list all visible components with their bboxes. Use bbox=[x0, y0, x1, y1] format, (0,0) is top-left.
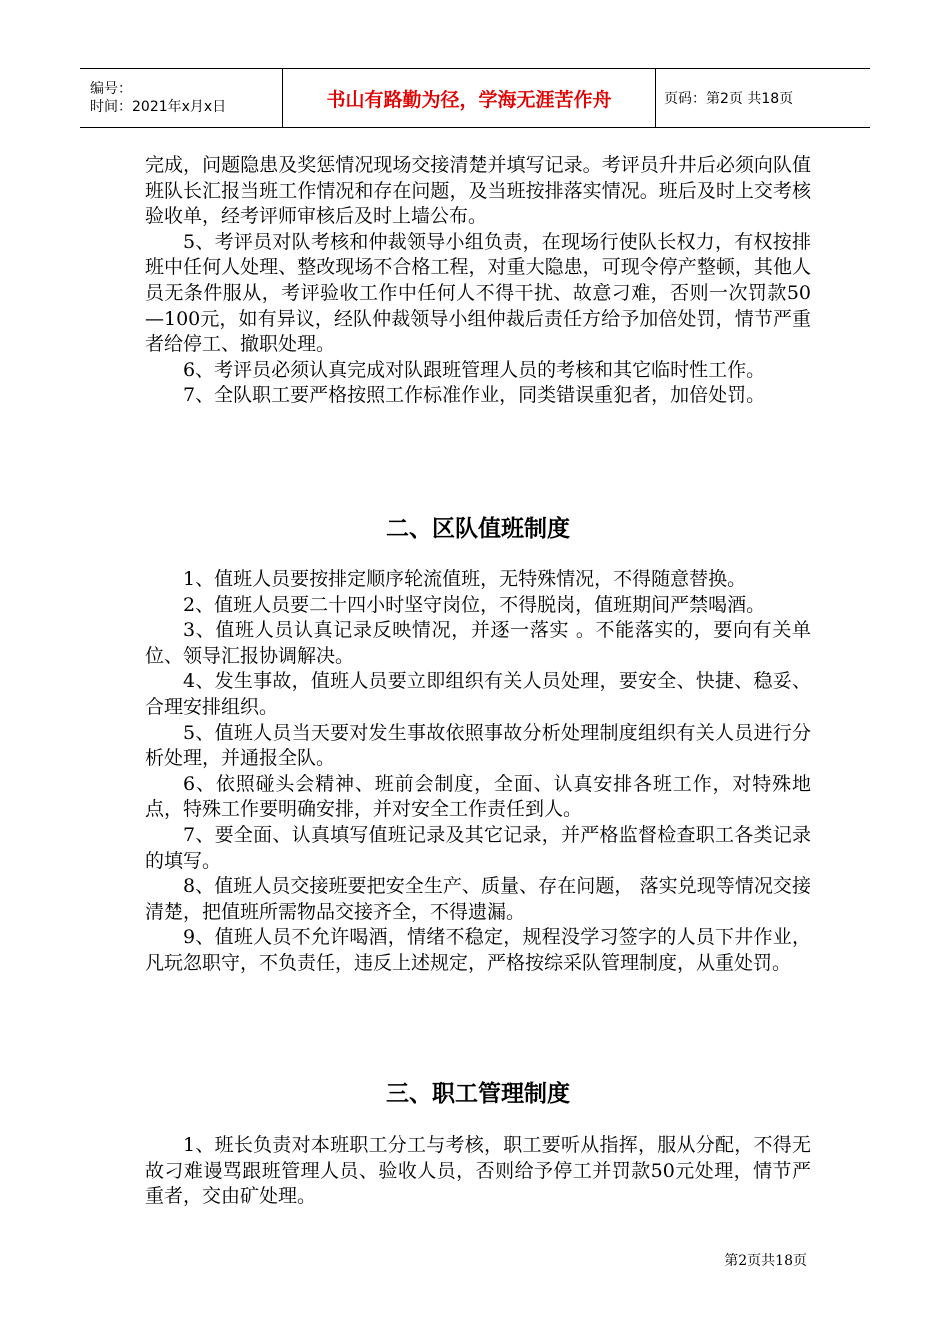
paragraph: 完成，问题隐患及奖惩情况现场交接清楚并填写记录。考评员升井后必须向队值班队长汇报当班工作情况和存在问题，及当班按排落实情况。班后及时上交考核验收单，经考评师审核后及时上墙公布。 bbox=[145, 154, 811, 228]
header-left-cell bbox=[80, 69, 282, 127]
section3-title: 三、职工管理制度 bbox=[386, 1081, 570, 1107]
paragraph: 3、值班人员认真记录反映情况，并逐一落实 。不能落实的，要向有关单位、领导汇报协调解决。 bbox=[145, 619, 811, 667]
section3-body bbox=[145, 1133, 811, 1210]
paragraph: 5、值班人员当天要对发生事故依照事故分析处理制度组织有关人员进行分析处理，并通报全队。 bbox=[145, 721, 811, 770]
paragraph: 6、考评员必须认真完成对队跟班管理人员的考核和其它临时性工作。 bbox=[183, 358, 766, 381]
section2-body bbox=[145, 567, 811, 977]
paragraph: 5、考评员对队考核和仲裁领导小组负责，在现场行使队长权力，有权按排班中任何人处理、整改现场不合格工程，对重大隐患，可现令停产整顿，其他人员无条件服从，考评验收工作中任何人不得干扰、故意刁难，否则一次罚款50—100元，如有异议，经队仲裁领导小组仲裁后责任方给予加倍处罚，情节严重者给停工、撤职处理。 bbox=[145, 230, 811, 356]
paragraph: 1、值班人员要按排定顺序轮流值班，无特殊情况，不得随意替换。 bbox=[183, 568, 747, 590]
paragraph: 8、值班人员交接班要把安全生产、质量、存在问题， 落实兑现等情况交接清楚，把值班所需物品交接齐全，不得遗漏。 bbox=[145, 875, 811, 923]
header-page-label: 页码：第2页 共18页 bbox=[664, 91, 794, 107]
document-time-label: 时间：2021年x月x日 bbox=[90, 99, 227, 115]
section1-continuation bbox=[145, 153, 811, 409]
paragraph: 2、值班人员要二十四小时坚守岗位，不得脱岗，值班期间严禁喝酒。 bbox=[183, 593, 766, 616]
header-motto: 书山有路勤为径，学海无涯苦作舟 bbox=[282, 69, 656, 127]
section2-title: 二、区队值班制度 bbox=[386, 516, 570, 542]
page-header bbox=[80, 68, 870, 128]
paragraph: 1、班长负责对本班职工分工与考核，职工要听从指挥，服从分配，不得无故刁难谩骂跟班管理人员、验收人员，否则给予停工并罚款50元处理，情节严重者，交由矿处理。 bbox=[145, 1134, 811, 1208]
paragraph: 9、值班人员不允许喝酒，情绪不稳定，规程没学习签字的人员下井作业，凡玩忽职守，不负责任，违反上述规定，严格按综采队管理制度，从重处罚。 bbox=[145, 926, 811, 974]
paragraph: 7、要全面、认真填写值班记录及其它记录，并严格监督检查职工各类记录的填写。 bbox=[145, 823, 811, 872]
paragraph: 4、发生事故，值班人员要立即组织有关人员处理，要安全、快捷、稳妥、合理安排组织。 bbox=[145, 670, 811, 718]
page-footer: 第2页共18页 bbox=[724, 1253, 807, 1269]
paragraph: 6、依照碰头会精神、班前会制度，全面、认真安排各班工作，对特殊地点，特殊工作要明确安排，并对安全工作责任到人。 bbox=[145, 772, 811, 821]
document-number-label: 编号： bbox=[90, 81, 132, 97]
paragraph: 7、全队职工要严格按照工作标准作业，同类错误重犯者，加倍处罚。 bbox=[183, 384, 766, 407]
